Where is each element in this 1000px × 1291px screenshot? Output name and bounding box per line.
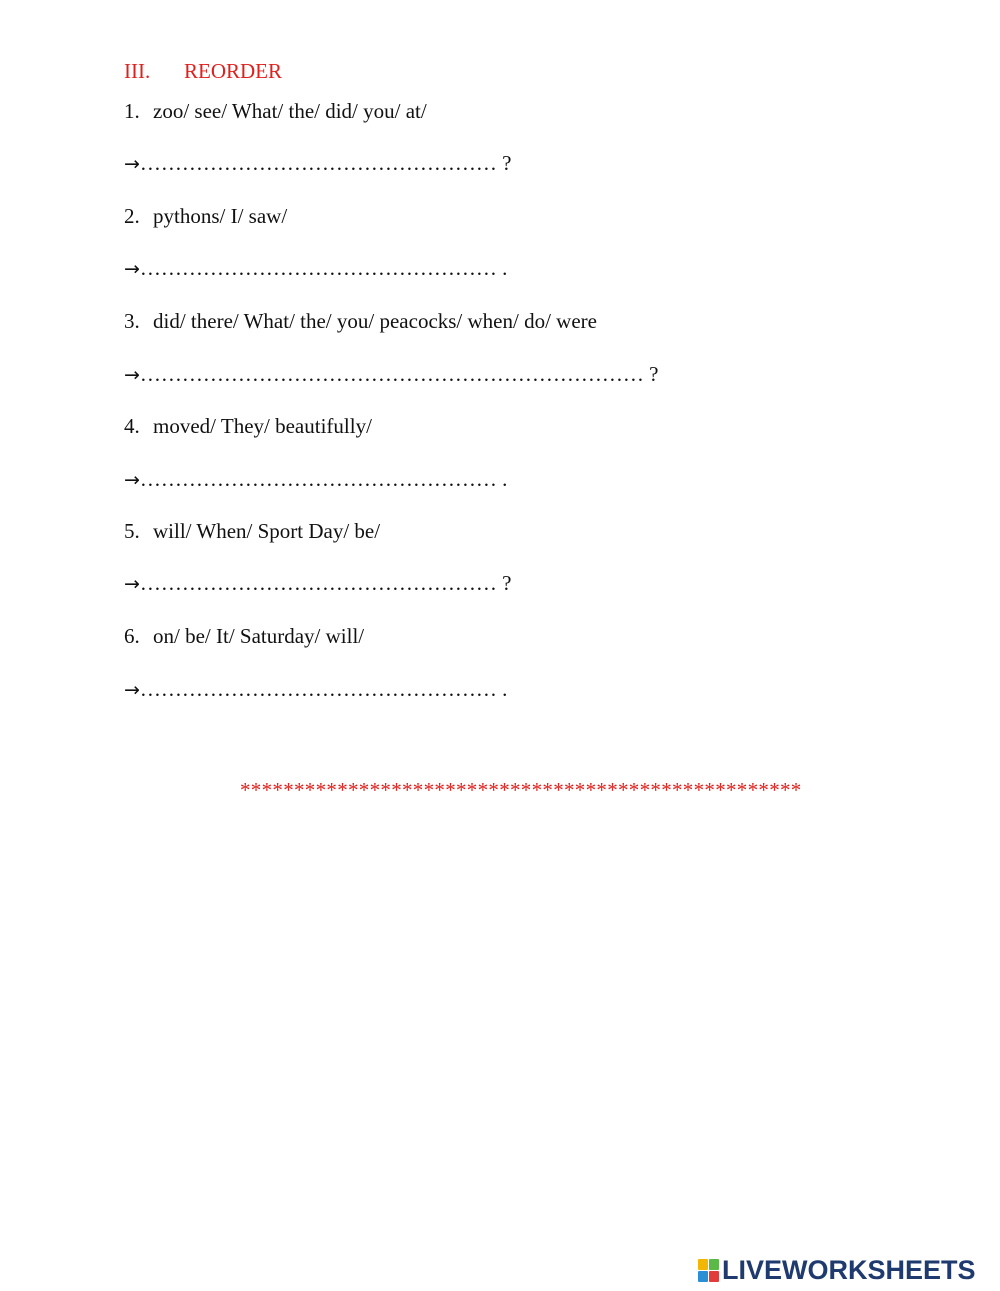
section-number: III. <box>124 59 151 83</box>
answer-line-6[interactable] <box>124 679 507 700</box>
question-number: 2. <box>124 204 140 228</box>
question-words: zoo/ see/ What/ the/ did/ you/ at/ <box>153 99 427 123</box>
arrow-icon: → <box>124 364 140 386</box>
arrow-icon: → <box>124 573 140 595</box>
question-prompt-3 <box>124 311 597 332</box>
answer-blank[interactable]: …………………………………………… ? <box>139 571 512 595</box>
answer-blank[interactable]: …………………………………………… . <box>139 677 508 701</box>
question-number: 1. <box>124 99 140 123</box>
star-divider: **************************************************** <box>240 778 802 802</box>
answer-line-1[interactable] <box>124 153 512 174</box>
answer-line-2[interactable] <box>124 258 507 279</box>
question-words: on/ be/ It/ Saturday/ will/ <box>153 624 365 648</box>
answer-blank[interactable]: …………………………………………… . <box>139 467 508 491</box>
answer-line-3[interactable] <box>124 364 659 385</box>
answer-blank[interactable]: ……………………………………………………………… ? <box>139 362 659 386</box>
answer-blank[interactable]: …………………………………………… . <box>139 256 508 280</box>
question-number: 5. <box>124 519 140 543</box>
question-prompt-1 <box>124 101 427 122</box>
question-prompt-5 <box>124 521 380 542</box>
answer-blank[interactable]: …………………………………………… ? <box>139 151 512 175</box>
question-number: 6. <box>124 624 140 648</box>
section-title: REORDER <box>184 59 283 83</box>
liveworksheets-logo <box>698 1257 976 1284</box>
question-prompt-4 <box>124 416 372 437</box>
question-words: did/ there/ What/ the/ you/ peacocks/ when/ do/ were <box>153 309 597 333</box>
arrow-icon: → <box>124 153 140 175</box>
question-words: pythons/ I/ saw/ <box>153 204 288 228</box>
liveworksheets-logo-icon <box>698 1259 720 1283</box>
question-number: 4. <box>124 414 140 438</box>
question-prompt-2 <box>124 206 287 227</box>
arrow-icon: → <box>124 469 140 491</box>
arrow-icon: → <box>124 679 140 701</box>
section-heading <box>124 61 282 82</box>
brand-name: LIVEWORKSHEETS <box>722 1255 976 1285</box>
question-prompt-6 <box>124 626 364 647</box>
question-number: 3. <box>124 309 140 333</box>
answer-line-5[interactable] <box>124 573 512 594</box>
question-words: will/ When/ Sport Day/ be/ <box>153 519 381 543</box>
question-words: moved/ They/ beautifully/ <box>153 414 372 438</box>
arrow-icon: → <box>124 258 140 280</box>
answer-line-4[interactable] <box>124 469 507 490</box>
